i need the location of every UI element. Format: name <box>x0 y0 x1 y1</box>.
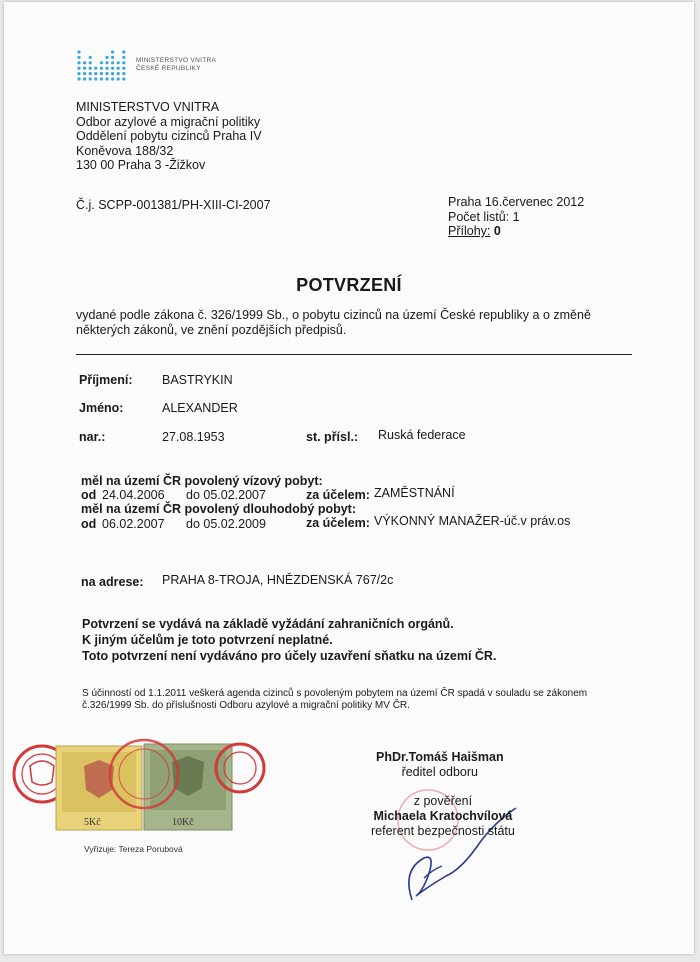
born-value: 27.08.1953 <box>162 430 225 444</box>
proxy-text: z pověření <box>413 794 473 808</box>
long-purpose: VÝKONNÝ MANAŽER-úč.v práv.os <box>374 514 571 528</box>
born-label: nar.: <box>79 430 106 444</box>
visa-from-label: od <box>81 488 97 502</box>
officer-name: Michaela Kratochvílová <box>373 809 513 823</box>
address-value: PRAHA 8-TROJA, HNĚZDENSKÁ 767/2c <box>162 573 394 587</box>
visa-from: 24.04.2006 <box>102 488 165 502</box>
page-count: Počet listů: 1 <box>448 209 520 224</box>
name-value: ALEXANDER <box>162 401 238 415</box>
logo-text: MINISTERSTVO VNITRA ČESKÉ REPUBLIKY <box>136 57 217 72</box>
address-label: na adrese: <box>81 575 144 589</box>
long-from: 06.02.2007 <box>102 517 165 531</box>
head-role: ředitel odboru <box>401 765 479 779</box>
revenue-stamps <box>4 732 304 842</box>
head-name: PhDr.Tomáš Haišman <box>376 750 504 764</box>
officer-role: referent bezpečnosti státu <box>371 824 515 838</box>
citizenship-label: st. přísl.: <box>306 430 359 444</box>
stamp-10kc-value: 10Kč <box>172 817 194 828</box>
visa-purpose: ZAMĚSTNÁNÍ <box>374 486 455 500</box>
notice: Potvrzení se vydává na základě vyžádání zahraničních orgánů. K jiným účelům je toto potvrzení neplatné. Toto potvrzení není vydáváno pro účely uzavření sňatku na území ČR. <box>82 617 497 663</box>
date: Praha 16.červenec 2012 <box>448 195 585 209</box>
long-heading: měl na území ČR povolený dlouhodobý pobyt: <box>81 502 357 516</box>
sender-address: MINISTERSTVO VNITRA Odbor azylové a migrační politiky Oddělení pobytu cizinců Praha IV Koněvova 188/32 130 00 Praha 3 -Žižkov <box>76 100 262 172</box>
stamp-5kc-icon <box>56 746 142 830</box>
document-page <box>4 2 694 954</box>
long-from-label: od <box>81 517 97 531</box>
reference-number: Č.j. SCPP-001381/PH-XIII-CI-2007 <box>76 198 271 212</box>
attachments: Přílohy: 0 <box>448 224 501 238</box>
document-meta <box>448 195 584 239</box>
stamp-5kc-value: 5Kč <box>84 817 101 828</box>
visa-to: do 05.02.2007 <box>186 488 266 502</box>
divider <box>76 354 632 355</box>
ministry-logo-icon <box>76 42 128 82</box>
head-signature-block <box>376 750 504 780</box>
visa-heading: měl na území ČR povolený vízový pobyt: <box>81 474 323 488</box>
officer-signature-block <box>371 794 515 839</box>
document-title: POTVRZENÍ <box>296 275 402 295</box>
intro-text: vydané podle zákona č. 326/1999 Sb., o pobytu cizinců na území České republiky a o změně některých zákonů, ve znění pozdějších předpisů. <box>76 308 591 337</box>
long-purpose-label: za účelem: <box>306 516 370 530</box>
handled-by: Vyřizuje: Tereza Porubová <box>84 844 183 854</box>
small-print: S účinností od 1.1.2011 veškerá agenda cizinců s povoleným pobytem na území ČR spadá v souladu se zákonem č.326/1999 Sb. do příslušnosti Odboru azylové a migrační politiky MV ČR. <box>82 688 588 711</box>
long-to: do 05.02.2009 <box>186 517 266 531</box>
surname-label: Příjmení: <box>79 373 133 387</box>
surname-value: BASTRYKIN <box>162 373 233 387</box>
visa-purpose-label: za účelem: <box>306 488 370 502</box>
name-label: Jméno: <box>79 401 124 415</box>
citizenship-value: Ruská federace <box>378 428 466 442</box>
